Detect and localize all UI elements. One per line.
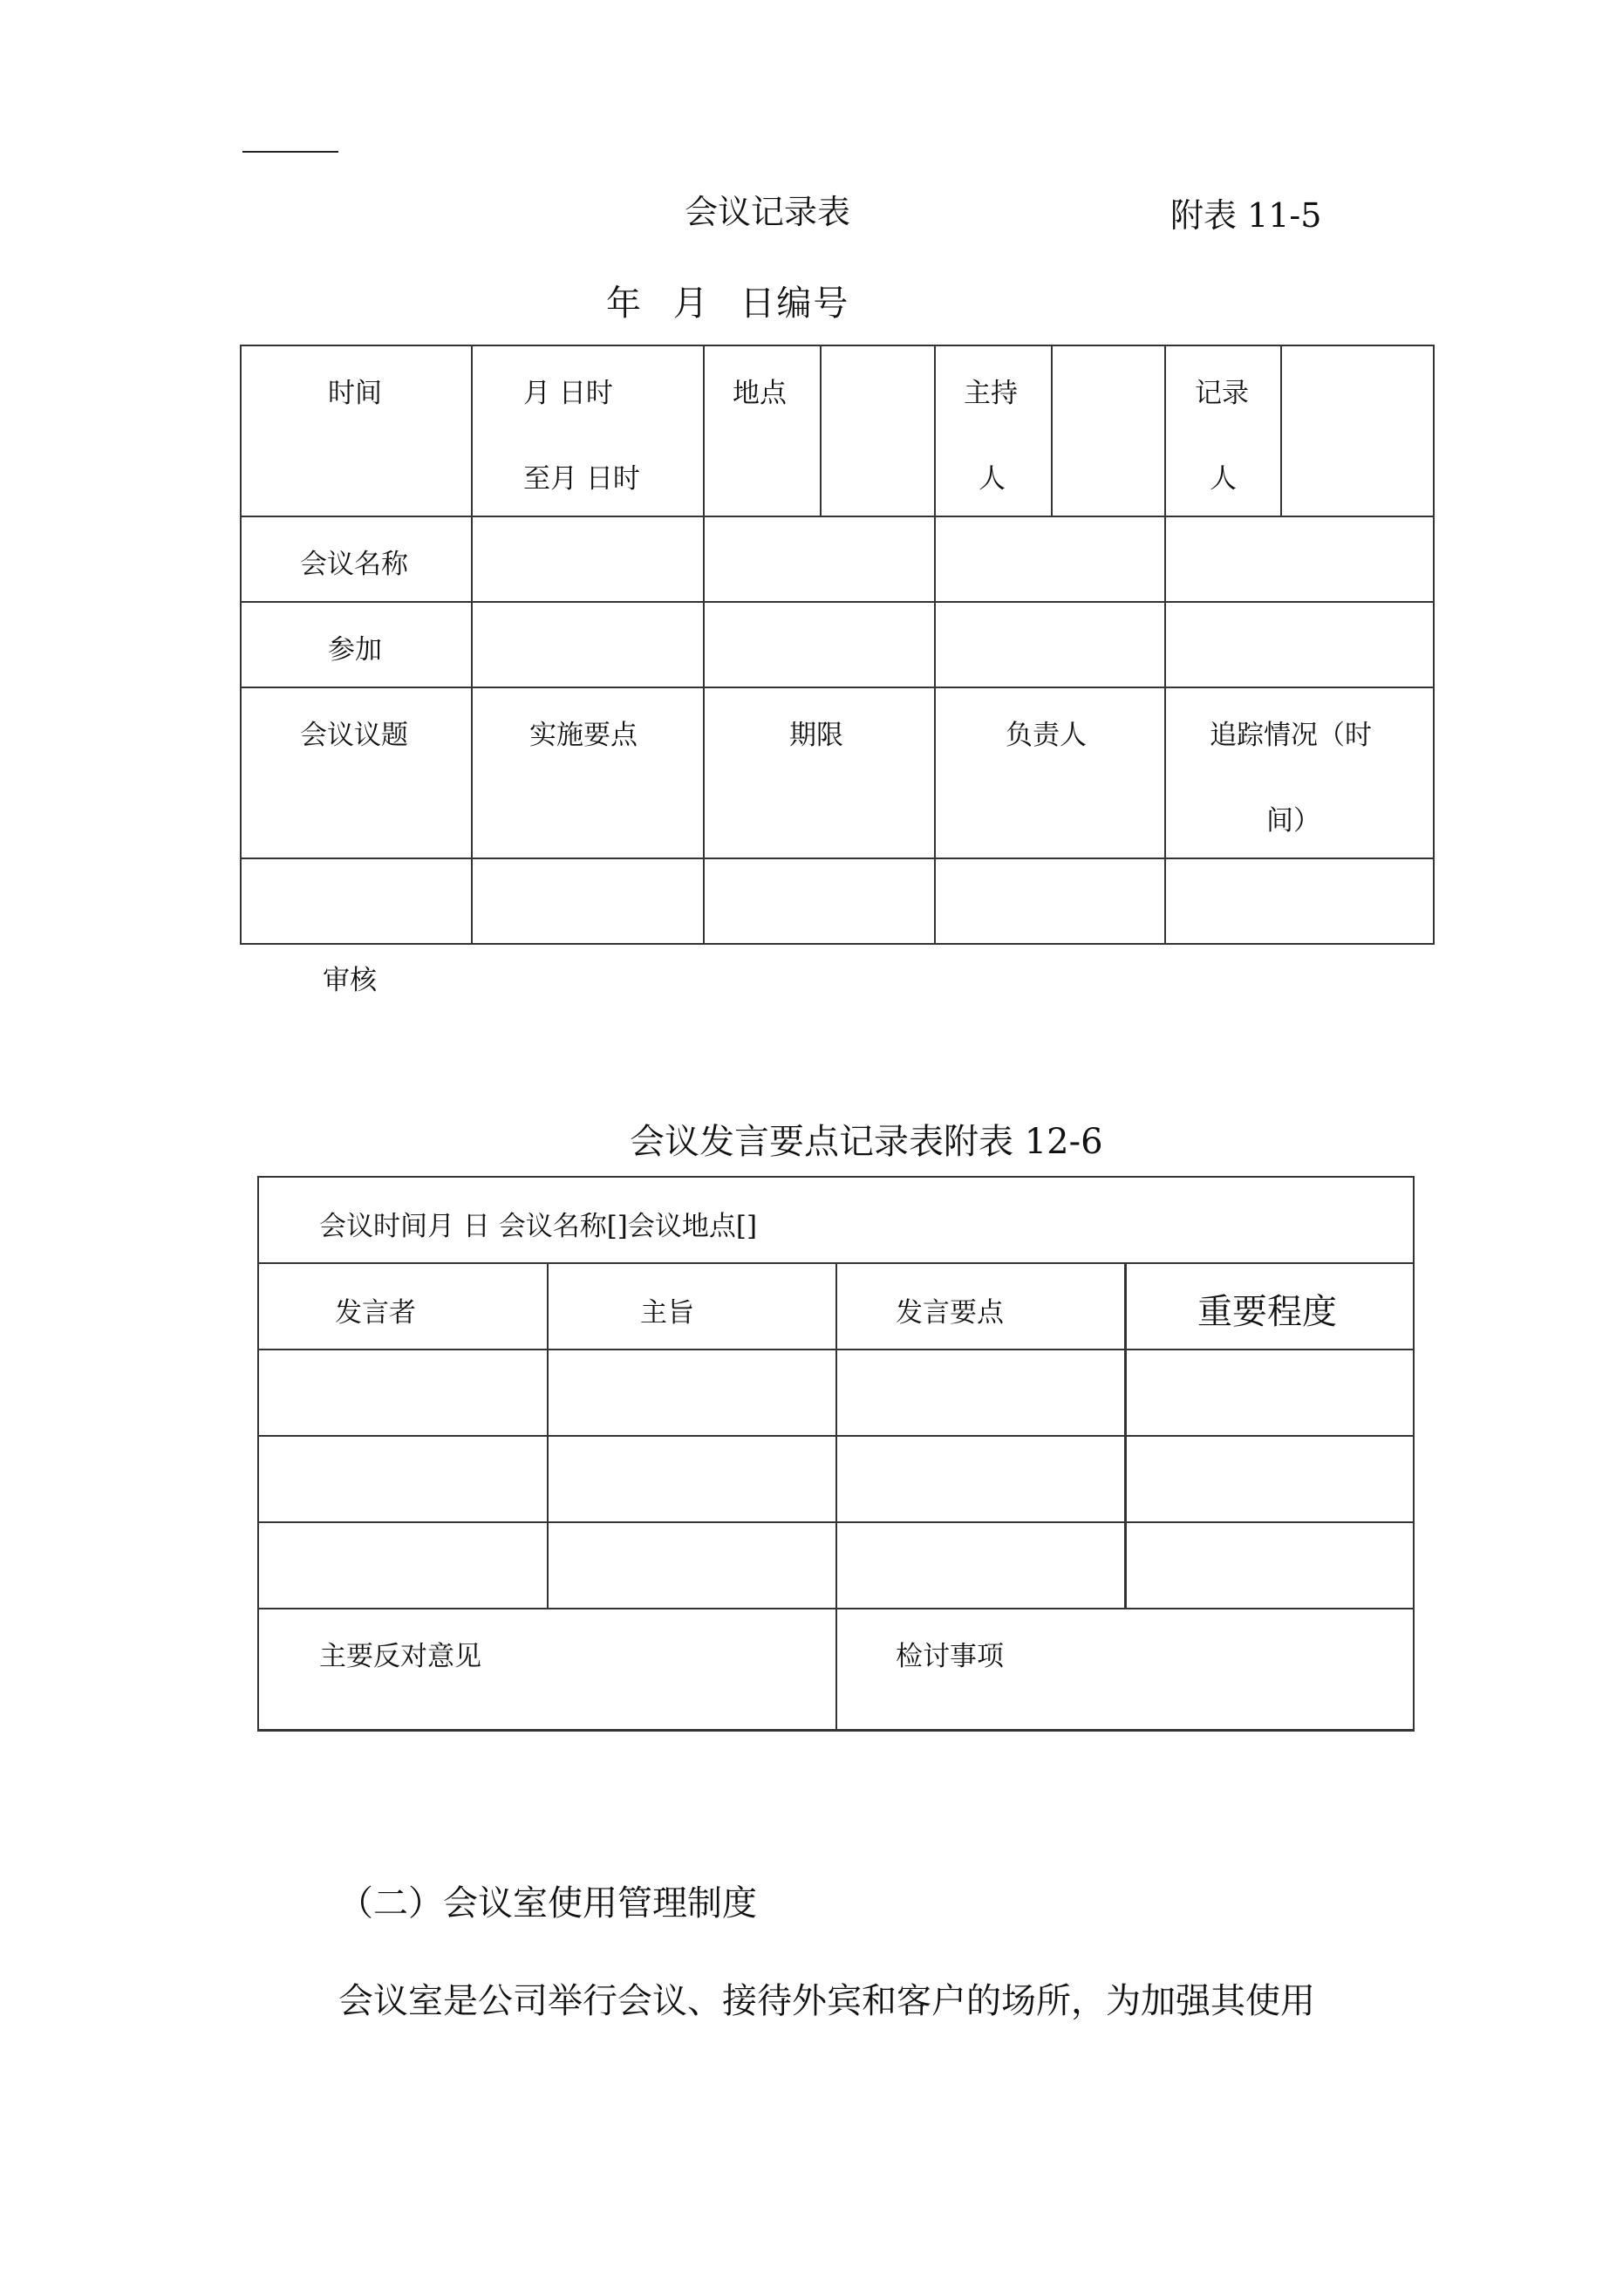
table2-title: 会议发言要点记录表附表 12-6 [630,1122,1103,1162]
table1-col-divider [934,345,936,943]
year-label: 年 [606,284,643,324]
col-header-deadline: 期限 [789,720,843,751]
table1-row-divider [240,687,1435,688]
meeting-info-line: 会议时间月 日 会议名称[]会议地点[] [319,1211,758,1242]
table1-border-right [1433,345,1435,943]
table1-col-divider [1280,345,1282,516]
review-label: 审核 [323,965,377,996]
col-header-owner: 负责人 [1006,720,1087,751]
table1-col-divider [703,345,705,943]
col-header-tracking-line1: 追踪情况（时 [1210,720,1372,751]
time-from: 月 日时 [523,378,613,409]
table1-row-divider [240,601,1435,603]
host-label-line2: 人 [979,463,1006,495]
table1-border-top [240,345,1435,346]
body-paragraph: 会议室是公司举行会议、接待外宾和客户的场所，为加强其使用 [338,1981,1315,2021]
table1-border-bottom [240,943,1435,945]
table2-border-bottom [257,1729,1415,1732]
col-header-theme: 主旨 [640,1297,694,1329]
table1-col-divider [1051,345,1053,516]
meeting-name-label: 会议名称 [300,549,408,580]
time-label: 时间 [328,378,382,409]
table1-row-divider [240,516,1435,517]
table1-border-left [240,345,242,943]
table2-border-left [257,1176,259,1729]
top-rule [242,151,338,153]
table2-col-divider [835,1262,837,1729]
month-label: 月 [672,284,710,324]
table1-row-divider [240,858,1435,859]
col-header-topic: 会议议题 [300,720,408,751]
page-title: 会议记录表 [685,193,851,231]
section-heading: （二）会议室使用管理制度 [338,1883,757,1924]
table2-col-divider [547,1262,549,1608]
col-header-key-points: 实施要点 [529,720,638,751]
table1-col-divider [820,345,822,516]
time-to: 至月 日时 [523,463,640,495]
col-header-tracking-line2: 间） [1266,805,1320,837]
col-header-speaker: 发言者 [335,1297,416,1329]
host-label-line1: 主持 [964,378,1018,409]
col-header-importance: 重要程度 [1197,1292,1337,1332]
recorder-label-line1: 记录 [1195,378,1249,409]
objections-label: 主要反对意见 [319,1641,481,1672]
date-number-line [606,276,867,325]
recorder-label-line2: 人 [1210,463,1237,495]
attend-label: 参加 [328,634,382,666]
table2-border-top [257,1176,1415,1178]
appendix-number: 附表 11-5 [1170,196,1322,235]
table1-col-divider [1164,345,1166,943]
table1-col-divider [471,345,473,943]
table2-col-divider [1124,1262,1127,1608]
place-label: 地点 [733,378,787,409]
col-header-speech-points: 发言要点 [896,1297,1004,1329]
day-number-label: 日编号 [740,284,850,324]
table2-border-right [1413,1176,1415,1729]
review-items-label: 检讨事项 [896,1641,1004,1672]
